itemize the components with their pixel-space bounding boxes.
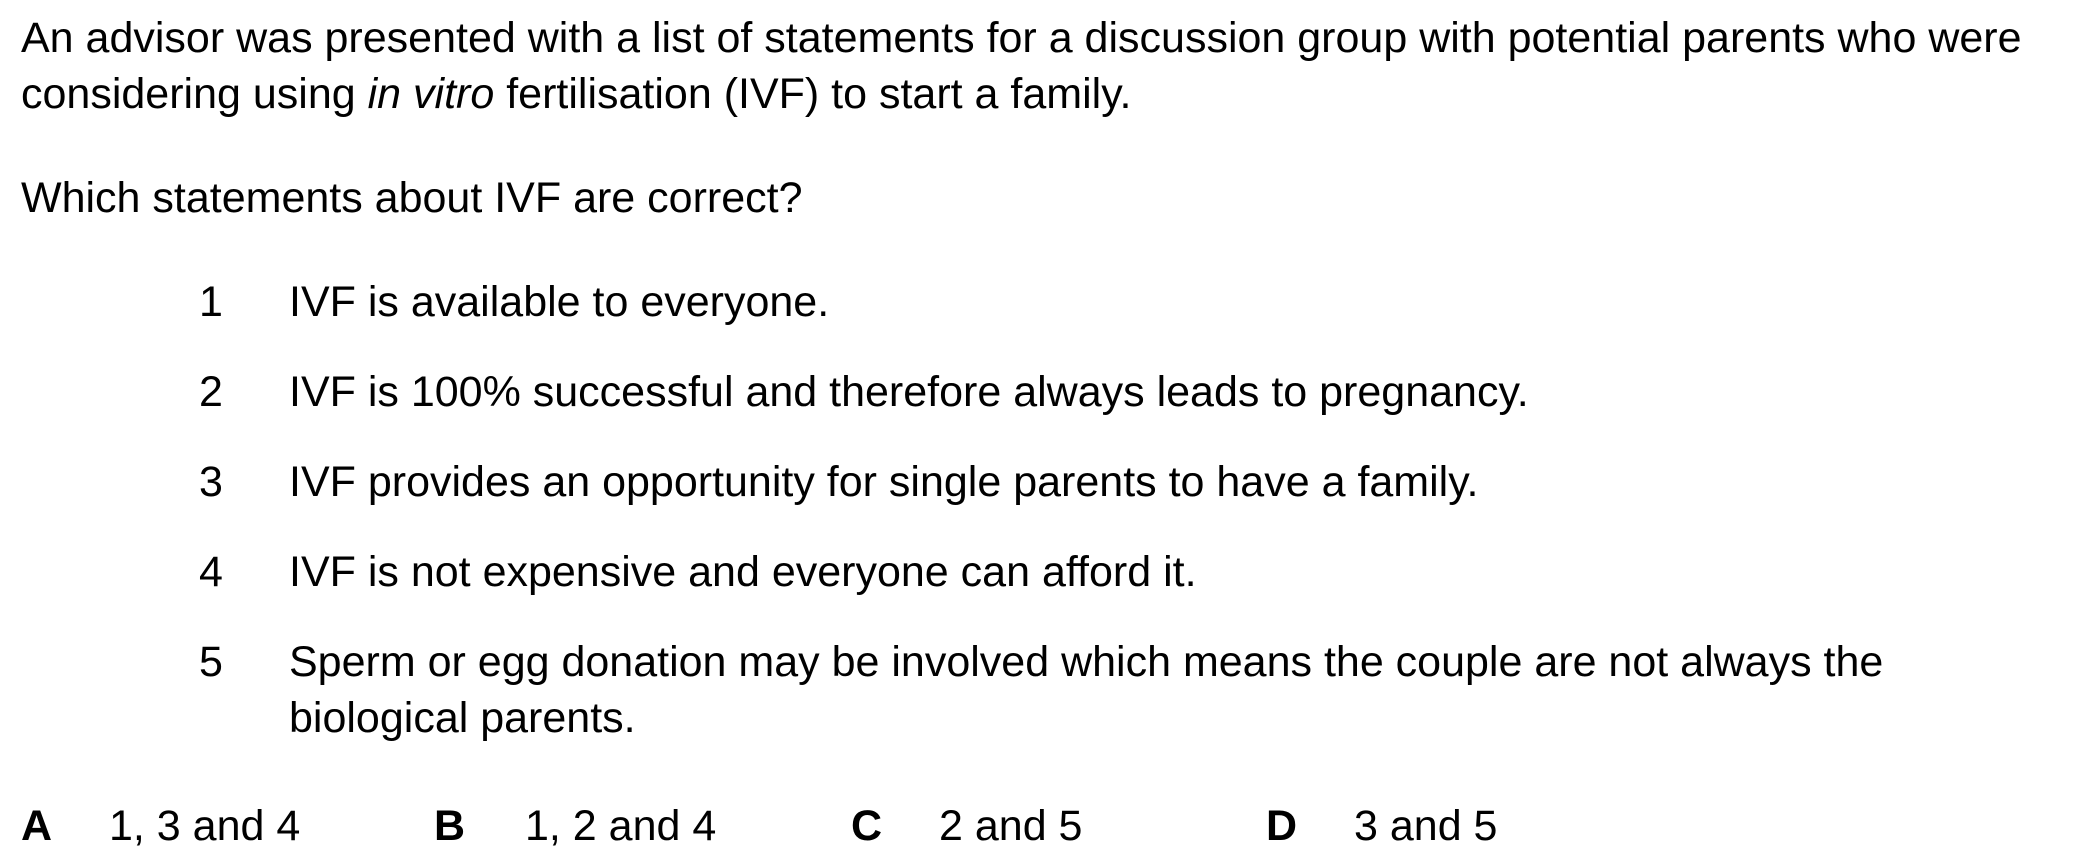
statement-number: 5 [199,638,223,686]
statement-text: IVF provides an opportunity for single parents to have a family. [289,458,1479,506]
statement-text: IVF is not expensive and everyone can afford it. [289,548,1197,596]
option-c-letter[interactable]: C [851,802,883,850]
statement-number: 3 [199,458,223,506]
statement-text: IVF is available to everyone. [289,278,830,326]
question-intro [21,10,2081,122]
intro-text-part2: fertilisation (IVF) to start a family. [494,70,1132,118]
statement-number: 2 [199,368,223,416]
statement-item [0,274,2099,330]
option-c-text[interactable]: 2 and 5 [939,802,1083,850]
question-prompt: Which statements about IVF are correct? [21,174,803,222]
statement-number: 4 [199,548,223,596]
statement-item [0,634,2099,746]
option-d-text[interactable]: 3 and 5 [1354,802,1498,850]
statement-item [0,454,2099,510]
intro-italic-term: in vitro [367,70,495,118]
statement-item [0,364,2099,420]
intro-text-part1: An advisor was presented with a list of statements for a discussion group with potential parents who were considering using [21,14,2022,118]
statement-item [0,544,2099,600]
statement-text: Sperm or egg donation may be involved which means the couple are not always the biological parents. [289,638,1884,742]
option-b-text[interactable]: 1, 2 and 4 [525,802,717,850]
statement-text: IVF is 100% successful and therefore always leads to pregnancy. [289,368,1529,416]
answer-options [0,798,2099,858]
option-b-letter[interactable]: B [434,802,466,850]
option-a-text[interactable]: 1, 3 and 4 [109,802,301,850]
option-d-letter[interactable]: D [1266,802,1298,850]
statement-list [0,274,2099,780]
statement-number: 1 [199,278,223,326]
option-a-letter[interactable]: A [21,802,53,850]
